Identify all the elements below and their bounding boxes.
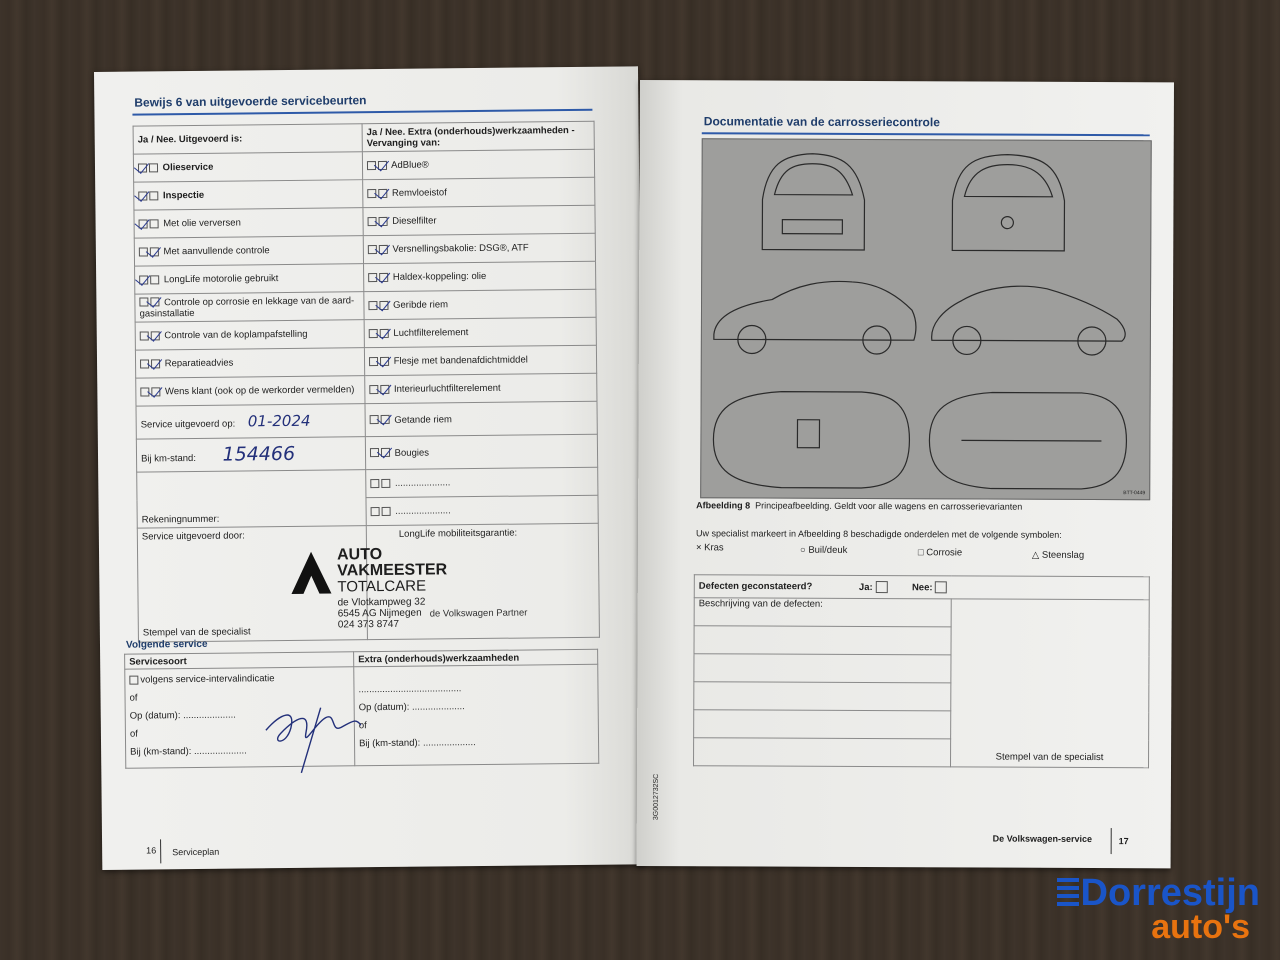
defects-question: Defecten geconstateerd?	[698, 580, 813, 593]
item-label: AdBlue®	[391, 159, 429, 171]
next-col1-header: Servicesoort	[125, 652, 354, 669]
item-label: .....................	[395, 505, 451, 517]
logo-text-1: Dorrestijn	[1080, 872, 1260, 914]
defects-description[interactable]: Beschrijving van de defecten:	[694, 598, 951, 627]
checkbox-nee[interactable]	[379, 217, 388, 226]
item-label: Geribde riem	[393, 299, 449, 311]
item-label: Interieurluchtfilterelement	[393, 382, 501, 395]
of-label: of	[358, 720, 367, 732]
checkbox-nee[interactable]	[150, 219, 159, 228]
instruction-text: Uw specialist markeert in Afbeelding 8 beschadigde onderdelen met de volgende symbolen:	[696, 528, 1062, 540]
table-row	[136, 434, 597, 472]
checkbox-interval[interactable]	[129, 676, 138, 685]
next-km-field: Bij (km-stand): ....................	[130, 745, 247, 758]
logo-stripes-icon	[1057, 876, 1079, 910]
checkbox-nee[interactable]	[378, 189, 387, 198]
page-number-right: 17	[1118, 836, 1129, 847]
right-page	[637, 80, 1174, 868]
item-label: Inspectie	[162, 189, 205, 202]
checkbox-nee[interactable]	[150, 247, 159, 256]
checkbox-nee[interactable]	[381, 479, 390, 488]
left-page	[94, 66, 646, 870]
stamp-brand-3: TOTALCARE	[337, 577, 427, 596]
defects-line[interactable]	[694, 710, 951, 739]
checkbox-ja[interactable]	[370, 479, 379, 488]
next-option-label: volgens service-intervalindicatie	[140, 673, 275, 686]
item-label: Remvloeistof	[391, 187, 447, 199]
checkbox-ja[interactable]	[371, 507, 380, 516]
item-label: Dieselfilter	[392, 215, 437, 227]
checkbox-nee[interactable]	[151, 359, 160, 368]
figure-code: BTT-0449	[1123, 490, 1146, 497]
km-value: 154466	[222, 442, 296, 466]
item-label: Versnellingsbakolie: DSG®, ATF	[392, 242, 529, 255]
checkbox-ja[interactable]	[138, 191, 147, 200]
checkbox-nee[interactable]	[380, 385, 389, 394]
next-extra-date-field: Op (datum): ....................	[358, 701, 465, 714]
symbol-buil: ○ Buil/deuk	[799, 544, 848, 556]
next-service-title: Volgende service	[125, 638, 208, 651]
item-label: Wens klant (ook op de werkorder vermelden)	[164, 384, 355, 398]
checkbox-nee[interactable]	[151, 387, 160, 396]
stamp-phone: 024 373 8747	[337, 618, 400, 631]
checkbox-nee[interactable]	[379, 273, 388, 282]
col1-header: Ja / Nee. Uitgevoerd is:	[133, 124, 362, 154]
item-label: Bougies	[394, 447, 430, 459]
item-label: LongLife motorolie gebruikt	[163, 273, 279, 286]
footer-left: Serviceplan	[172, 846, 220, 858]
page-number-left: 16	[146, 845, 157, 856]
logo-text-2: auto's	[1151, 908, 1250, 946]
checkbox-ja[interactable]	[139, 219, 148, 228]
item-label: Controle van de koplampafstelling	[164, 328, 308, 342]
invoice-label: Rekeningnummer:	[141, 513, 220, 526]
checkbox-nee[interactable]	[381, 415, 390, 424]
checkbox-ja[interactable]	[139, 275, 148, 284]
dealer-stamp	[289, 545, 550, 631]
next-date-field: Op (datum): ....................	[129, 709, 236, 722]
checkbox-nee[interactable]	[380, 329, 389, 338]
item-label: Luchtfilterelement	[393, 327, 469, 339]
next-col2-header: Extra (onderhouds)werkzaamheden	[354, 649, 598, 667]
checkbox-nee[interactable]	[150, 275, 159, 284]
defects-line[interactable]	[694, 626, 951, 655]
dealer-logo-icon	[289, 550, 333, 596]
checkbox-ja[interactable]	[138, 163, 147, 172]
of-label: of	[129, 728, 138, 740]
footer-divider	[160, 839, 161, 863]
done-by-label: Service uitgevoerd door:	[141, 530, 245, 543]
checkbox-nee[interactable]	[379, 301, 388, 310]
item-label: Olieservice	[162, 161, 214, 174]
nee-label: Nee:	[911, 581, 933, 593]
symbol-steenslag: △ Steenslag	[1031, 549, 1085, 561]
item-label: Controle op corrosie en lekkage van de aard-gasinstallatie	[139, 294, 355, 320]
checkbox-nee[interactable]	[378, 161, 387, 170]
col2-header: Ja / Nee. Extra (onderhouds)werkzaamheden - Vervanging van:	[362, 121, 594, 151]
km-label: Bij km-stand:	[140, 452, 197, 465]
defects-line[interactable]	[694, 682, 951, 711]
table-row	[136, 401, 597, 439]
item-label: Getande riem	[394, 413, 452, 426]
signature-scribble	[260, 687, 371, 778]
symbol-corrosie: □ Corrosie	[917, 547, 963, 559]
left-page-title: Bewijs 6 van uitgevoerde servicebeurten	[134, 93, 367, 110]
item-label: Reparatieadvies	[164, 357, 234, 370]
vw-partner-text: de Volkswagen Partner	[429, 607, 528, 620]
stamp-brand-1: AUTO	[336, 546, 383, 564]
item-label: Flesje met bandenafdichtmiddel	[393, 354, 528, 367]
of-label: of	[129, 692, 138, 704]
checkbox-nee[interactable]	[149, 191, 158, 200]
checkbox-defects-nee[interactable]	[935, 581, 947, 593]
right-stamp-label: Stempel van de specialist	[951, 599, 1150, 768]
item-label: .....................	[394, 477, 451, 489]
figure-caption	[696, 500, 1022, 511]
defects-line[interactable]	[694, 654, 951, 683]
stamp-address-2: 6545 AG Nijmegen	[337, 607, 422, 620]
title-underline	[702, 132, 1150, 136]
title-underline	[132, 109, 592, 116]
footer-right: De Volkswagen-service	[992, 833, 1093, 844]
next-extra-km-field: Bij (km-stand): ....................	[358, 737, 476, 750]
figure-label: Afbeelding 8	[696, 500, 751, 511]
longlife-label: LongLife mobiliteitsgarantie:	[398, 527, 518, 540]
checkbox-nee[interactable]	[381, 448, 390, 457]
ja-label: Ja:	[858, 581, 873, 593]
defects-line[interactable]	[694, 738, 951, 767]
checkbox-nee[interactable]	[380, 357, 389, 366]
figure-caption-text: Principeafbeelding. Geldt voor alle wagens en carrosserievarianten	[755, 500, 1023, 512]
car-body-diagram	[700, 138, 1152, 500]
item-label: Met olie verversen	[163, 217, 241, 230]
service-date-value: 01-2024	[247, 411, 311, 431]
stamp-brand-2: VAKMEESTER	[337, 561, 448, 580]
side-code: 3G0012732SC	[652, 773, 660, 821]
service-date-label: Service uitgevoerd op:	[140, 418, 236, 431]
footer-divider	[1111, 828, 1112, 854]
checkbox-defects-ja[interactable]	[875, 581, 887, 593]
checkbox-nee[interactable]	[382, 507, 391, 516]
defects-table	[693, 574, 1150, 768]
checkbox-nee[interactable]	[149, 163, 158, 172]
checkbox-nee[interactable]	[151, 331, 160, 340]
car-outlines-icon	[701, 139, 1151, 499]
item-label: Haldex-koppeling: olie	[392, 270, 487, 283]
checkbox-nee[interactable]	[150, 298, 159, 307]
symbol-kras: × Kras	[695, 542, 724, 554]
stamp-label: Stempel van de specialist	[142, 626, 251, 639]
right-page-title: Documentatie van de carrosseriecontrole	[703, 114, 940, 130]
next-extra-field: .......................................	[358, 683, 462, 696]
dorrestijn-logo	[1057, 872, 1260, 946]
item-label: Met aanvullende controle	[163, 245, 270, 258]
stamp-address-1: de Vlotkampweg 32	[337, 596, 426, 609]
checkbox-nee[interactable]	[379, 245, 388, 254]
